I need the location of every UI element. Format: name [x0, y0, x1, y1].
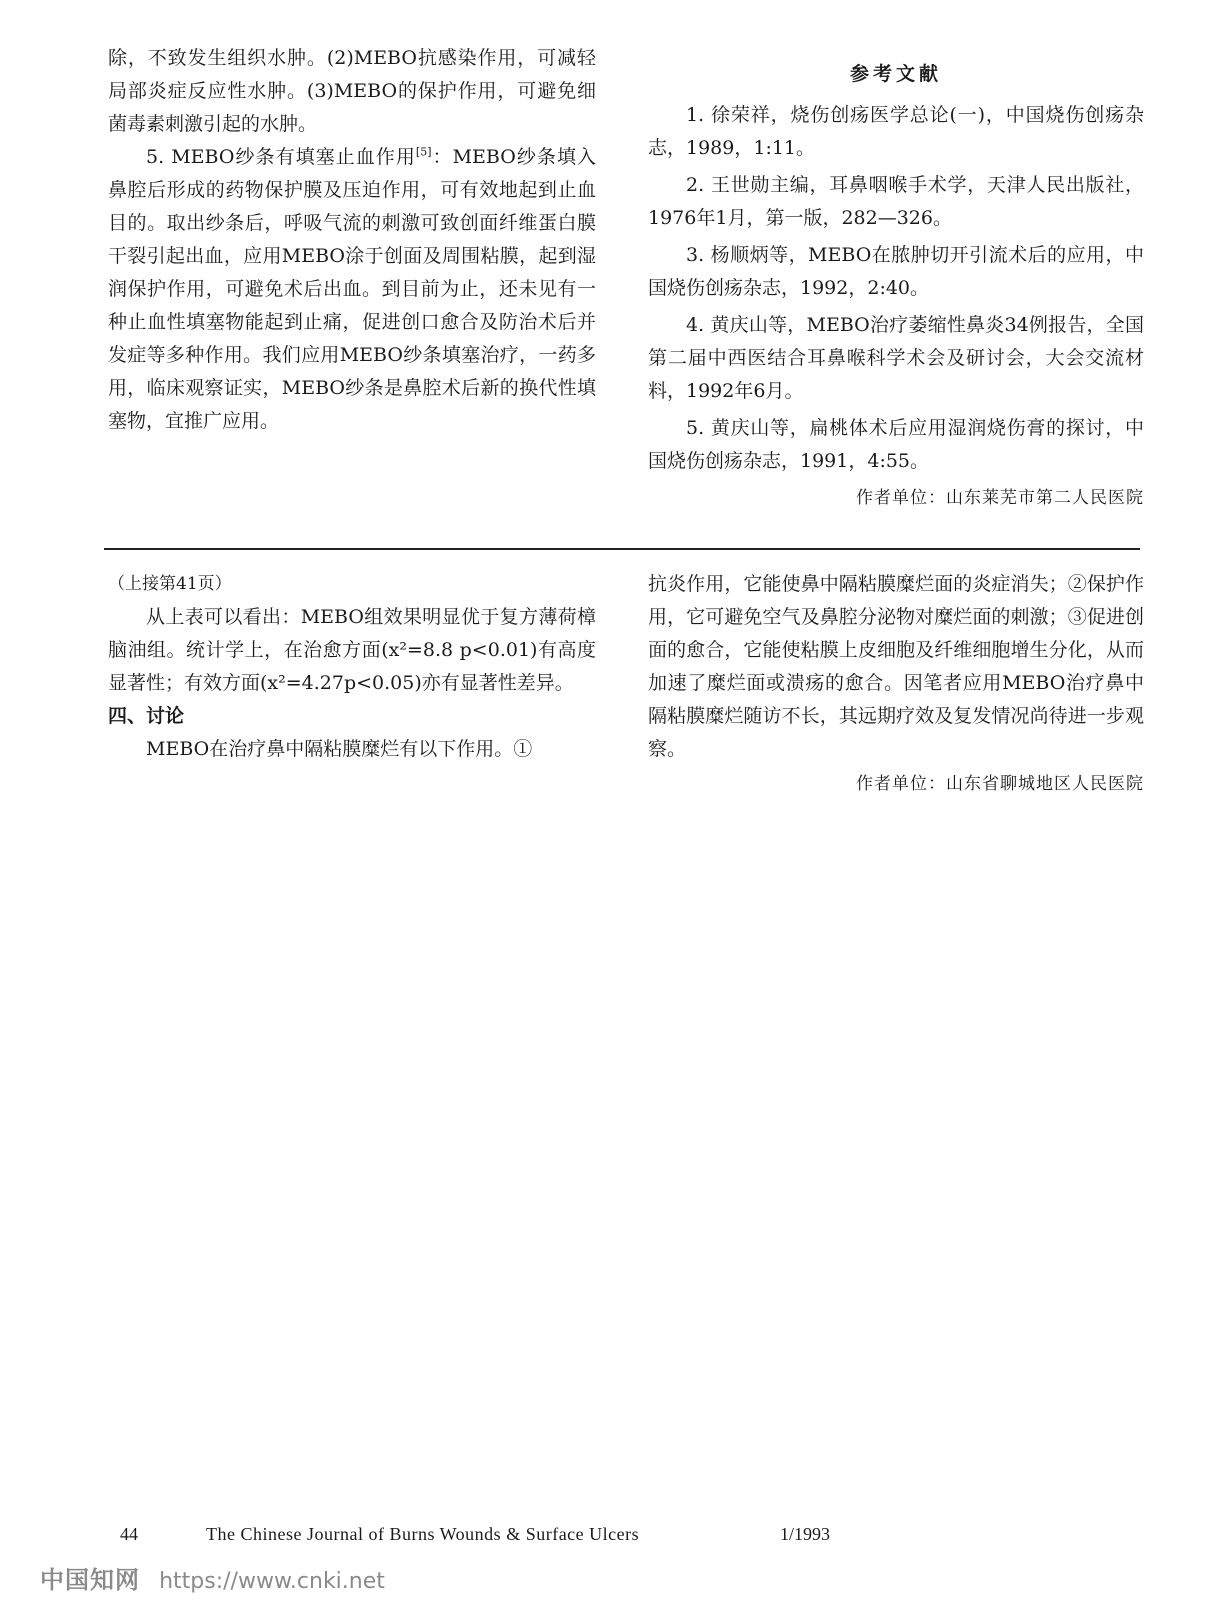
reference-item: 1. 徐荣祥，烧伤创疡医学总论(一)，中国烧伤创疡杂志，1989，1:11。	[648, 104, 1144, 159]
paragraph-text: 5. MEBO纱条有填塞止血作用	[146, 146, 416, 168]
reference-item: 4. 黄庆山等，MEBO治疗萎缩性鼻炎34例报告，全国第二届中西医结合耳鼻喉科学术会及研讨会，大会交流材料，1992年6月。	[648, 314, 1144, 402]
section-heading: 四、讨论	[108, 705, 185, 727]
references-section	[648, 58, 1144, 515]
cnki-logo: 中国知网	[40, 1566, 140, 1594]
top-left-column	[108, 42, 596, 438]
reference-item: 3. 杨顺炳等，MEBO在脓肿切开引流术后的应用，中国烧伤创疡杂志，1992，2:40。	[648, 244, 1144, 299]
paragraph: 除，不致发生组织水肿。(2)MEBO抗感染作用，可减轻局部炎症反应性水肿。(3)MEBO的保护作用，可避免细菌毒素刺激引起的水肿。	[108, 47, 596, 135]
paragraph-mebo-gauze	[108, 141, 596, 438]
references-heading: 参考文献	[849, 63, 942, 85]
continued-from-note: （上接第41页）	[108, 574, 232, 594]
author-affiliation: 作者单位：山东省聊城地区人民医院	[856, 774, 1144, 794]
page-number: 44	[120, 1524, 138, 1544]
reference-item: 2. 王世勋主编，耳鼻咽喉手术学，天津人民出版社，1976年1月，第一版，282—326。	[648, 174, 1144, 229]
paragraph-text: ：MEBO纱条填入鼻腔后形成的药物保护膜及压迫作用，可有效地起到止血目的。取出纱条后，呼吸气流的刺激可致创面纤维蛋白膜干裂引起出血，应用MEBO涂于创面及周围粘膜，起到湿润保护作用，可避免术后出血。到目前为止，还未见有一种止血性填塞物能起到止痛，促进创口愈合及防治术后并发症等多种作用。我们应用MEBO纱条填塞治疗，一药多用，临床观察证实，MEBO纱条是鼻腔术后新的换代性填塞物，宜推广应用。	[108, 146, 596, 432]
cnki-watermark	[40, 1560, 385, 1595]
paragraph: MEBO在治疗鼻中隔粘膜糜烂有以下作用。①	[146, 738, 533, 760]
reference-item: 5. 黄庆山等，扁桃体术后应用湿润烧伤膏的探讨，中国烧伤创疡杂志，1991，4:55。	[648, 417, 1144, 472]
cnki-url[interactable]: https://www.cnki.net	[159, 1569, 385, 1594]
bottom-right-column	[648, 568, 1144, 801]
paragraph: 抗炎作用，它能使鼻中隔粘膜糜烂面的炎症消失；②保护作用，它可避免空气及鼻腔分泌物对糜烂面的刺激；③促进创面的愈合，它能使粘膜上皮细胞及纤维细胞增生分化，从而加速了糜烂面或溃疡的愈合。因笔者应用MEBO治疗鼻中隔粘膜糜烂随访不长，其远期疗效及复发情况尚待进一步观察。	[648, 573, 1144, 760]
citation-ref: [5]	[415, 145, 432, 159]
journal-name: The Chinese Journal of Burns Wounds & Surface Ulcers	[206, 1524, 640, 1544]
paragraph: 从上表可以看出：MEBO组效果明显优于复方薄荷樟脑油组。统计学上，在治愈方面(x²=8.8 p<0.01)有高度显著性；有效方面(x²=4.27p<0.05)亦有显著性差异。	[108, 606, 596, 694]
author-affiliation: 作者单位：山东莱芜市第二人民医院	[856, 488, 1144, 508]
issue-number: 1/1993	[780, 1524, 831, 1544]
section-divider	[104, 548, 1140, 550]
bottom-left-column	[108, 568, 596, 766]
